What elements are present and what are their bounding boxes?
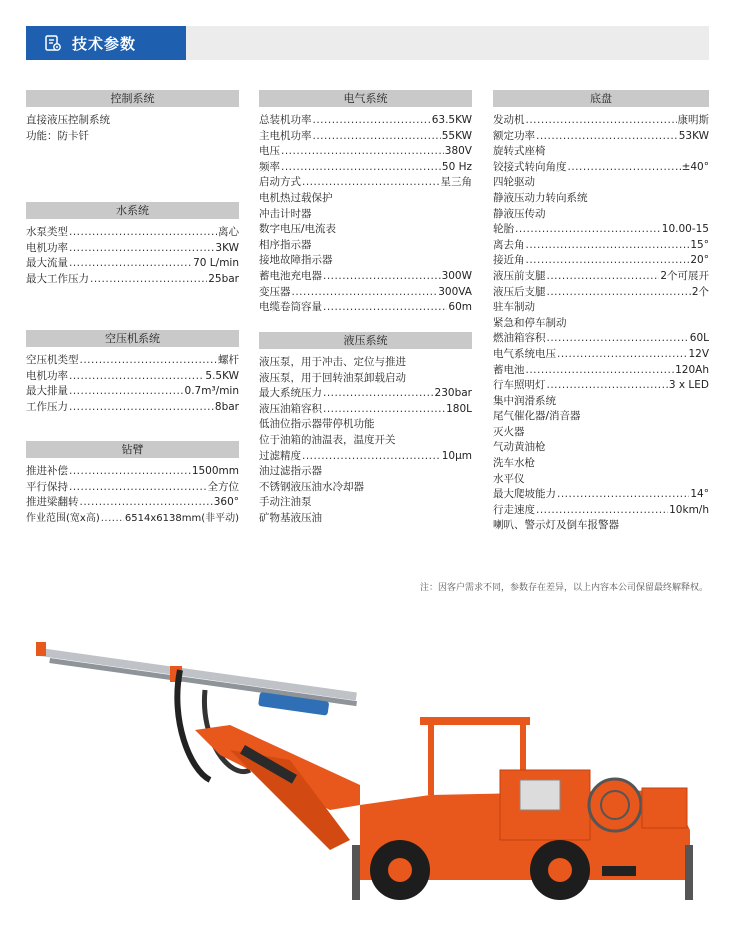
spec-row: 发动机 ..... 康明斯 xyxy=(493,113,709,129)
spec-row: 铰接式转向角度 ..... ±40° xyxy=(493,160,709,176)
spec-row: 变压器 ..... 300VA xyxy=(259,285,472,301)
spec-row: 频率 ..... 50 Hz xyxy=(259,160,472,176)
spec-row: 接近角 ..... 20° xyxy=(493,253,709,269)
spec-row: 液压泵，用于回转油泵卸载启动 xyxy=(259,371,406,384)
spec-row: 推进补偿 ..... 1500mm xyxy=(26,464,239,480)
spec-row: 驻车制动 xyxy=(493,301,535,314)
section-title-control: 控制系统 xyxy=(26,90,239,107)
spec-row: 水泵类型 ..... 离心 xyxy=(26,225,239,241)
spec-row: 电机功率 ..... 5.5KW xyxy=(26,369,239,385)
spec-row: 燃油箱容积 ..... 60L xyxy=(493,331,709,347)
spec-row: 最大流量 ..... 70 L/min xyxy=(26,256,239,272)
spec-row: 推进梁翻转 ..... 360° xyxy=(26,495,239,511)
spec-row: 电机热过载保护 xyxy=(259,191,333,204)
spec-row: 四轮驱动 xyxy=(493,176,535,189)
document-settings-icon xyxy=(44,34,62,52)
section-electric xyxy=(259,90,472,316)
spec-row: 最大系统压力 ..... 230bar xyxy=(259,386,472,402)
spec-row: 启动方式 ..... 星三角 xyxy=(259,175,472,191)
spec-row: 喇叭、警示灯及倒车报警器 xyxy=(493,519,619,532)
spec-row: 轮胎 ..... 10.00-15 xyxy=(493,222,709,238)
column-left xyxy=(26,90,239,144)
spec-row: 旋转式座椅 xyxy=(493,145,546,158)
section-title-air: 空压机系统 xyxy=(26,330,239,347)
spec-row: 灭火器 xyxy=(493,425,525,438)
spec-row: 蓄电池充电器 ..... 300W xyxy=(259,269,472,285)
spec-row: 液压后支腿 ..... 2个 xyxy=(493,285,709,301)
section-title-water: 水系统 xyxy=(26,202,239,219)
spec-row: 尾气催化器/消音器 xyxy=(493,410,581,423)
spec-row: 洗车水枪 xyxy=(493,457,535,470)
spec-row: 工作压力 ..... 8bar xyxy=(26,400,239,416)
section-boom xyxy=(26,441,239,526)
spec-row: 紧急和停车制动 xyxy=(493,316,567,329)
spec-row: 主电机功率 ..... 55KW xyxy=(259,129,472,145)
control-line: 功能：防卡钎 xyxy=(26,129,89,142)
spec-row: 接地故障指示器 xyxy=(259,254,333,267)
control-line: 直接液压控制系统 xyxy=(26,114,110,126)
spec-row: 总装机功率 ..... 63.5KW xyxy=(259,113,472,129)
section-chassis xyxy=(493,90,709,534)
drill-jumbo-illustration xyxy=(30,630,710,910)
section-title-chassis: 底盘 xyxy=(493,90,709,107)
spec-row: 最大工作压力 ..... 25bar xyxy=(26,272,239,288)
header-tab xyxy=(26,26,186,60)
spec-row: 静液压动力转向系统 xyxy=(493,191,588,204)
spec-row: 位于油箱的油温表，温度开关 xyxy=(259,433,396,446)
section-air xyxy=(26,330,239,415)
spec-row: 油过滤指示器 xyxy=(259,465,322,478)
spec-row: 液压泵，用于冲击、定位与推进 xyxy=(259,356,406,368)
spec-row: 额定功率 ..... 53KW xyxy=(493,129,709,145)
spec-row: 平行保持 ..... 全方位 xyxy=(26,480,239,496)
spec-row: 静液压传动 xyxy=(493,207,546,220)
spec-row: 空压机类型 ..... 螺杆 xyxy=(26,353,239,369)
spec-row: 数字电压/电流表 xyxy=(259,223,337,236)
section-title-boom: 钻臂 xyxy=(26,441,239,458)
spec-row: 低油位指示器带停机功能 xyxy=(259,418,375,431)
spec-row: 液压前支腿 ..... 2个可展开 xyxy=(493,269,709,285)
disclaimer-note: 注：因客户需求不同，参数存在差异，以上内容本公司保留最终解释权。 xyxy=(419,583,708,593)
spec-row: 行车照明灯 ..... 3 x LED xyxy=(493,378,709,394)
spec-row: 集中润滑系统 xyxy=(493,394,556,407)
spec-row: 液压油箱容积 ..... 180L xyxy=(259,402,472,418)
section-title-hydraulic: 液压系统 xyxy=(259,332,472,349)
spec-row: 气动黄油枪 xyxy=(493,441,546,454)
spec-row: 蓄电池 ..... 120Ah xyxy=(493,363,709,379)
feed-beam xyxy=(36,642,357,716)
spec-row: 水平仪 xyxy=(493,472,525,485)
spec-row: 电机功率 ..... 3KW xyxy=(26,241,239,257)
spec-row: 最大排量 ..... 0.7m³/min xyxy=(26,384,239,400)
section-water xyxy=(26,202,239,287)
spec-row: 过滤精度 ..... 10μm xyxy=(259,449,472,465)
spec-row: 作业范围(宽x高) ..... 6514x6138mm(非平动) xyxy=(26,511,239,527)
spec-row: 电气系统电压 ..... 12V xyxy=(493,347,709,363)
spec-row: 电压 ..... 380V xyxy=(259,144,472,160)
section-title-electric: 电气系统 xyxy=(259,90,472,107)
boom-arm xyxy=(195,725,360,850)
spec-row: 相序指示器 xyxy=(259,238,312,251)
spec-row: 矿物基液压油 xyxy=(259,511,322,524)
spec-row: 行走速度 ..... 10km/h xyxy=(493,503,709,519)
spec-row: 电缆卷筒容量 ..... 60m xyxy=(259,300,472,316)
spec-row: 离去角 ..... 15° xyxy=(493,238,709,254)
section-hydraulic xyxy=(259,332,472,527)
page-title: 技术参数 xyxy=(72,34,137,53)
spec-row: 冲击计时器 xyxy=(259,207,312,220)
spec-row: 不锈钢液压油水冷却器 xyxy=(259,480,364,493)
spec-row: 手动注油泵 xyxy=(259,496,312,509)
spec-row: 最大爬坡能力 ..... 14° xyxy=(493,487,709,503)
